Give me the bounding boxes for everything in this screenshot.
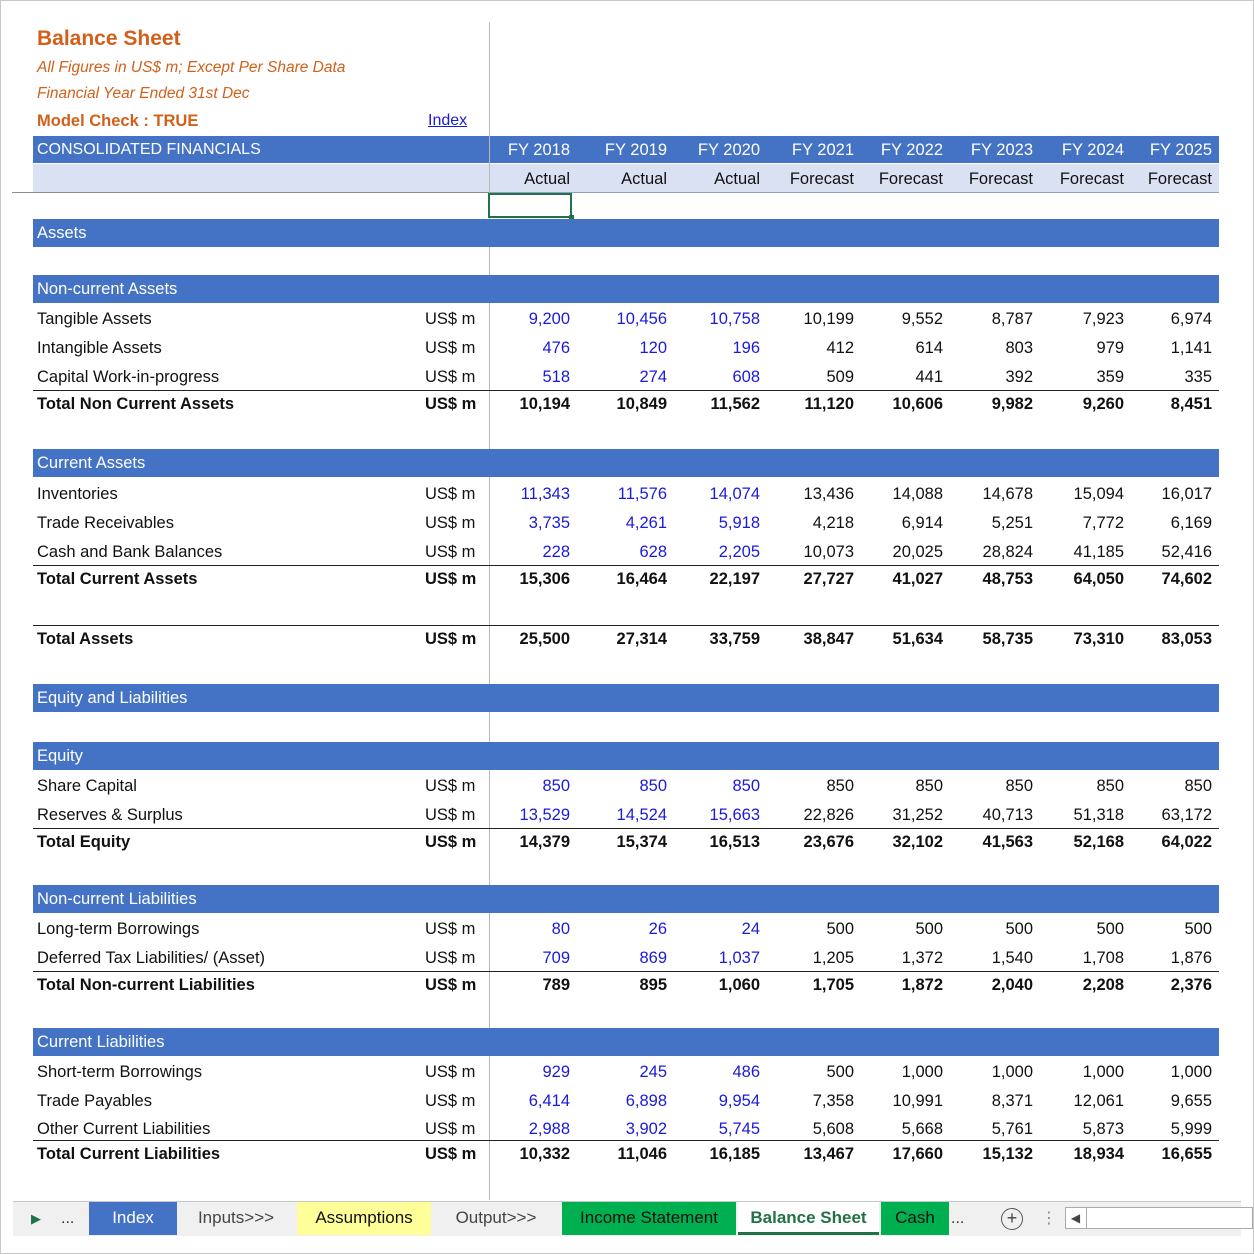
value-cell[interactable]: 6,169 — [1170, 514, 1212, 532]
value-cell[interactable]: 614 — [915, 339, 943, 357]
value-cell[interactable]: 64,050 — [1073, 570, 1124, 588]
section-label: Equity — [37, 747, 83, 765]
value-cell[interactable]: 14,379 — [519, 833, 570, 851]
row-unit[interactable]: US$ m — [425, 485, 476, 503]
value-cell[interactable]: 500 — [826, 920, 854, 938]
value-cell[interactable]: 9,982 — [991, 395, 1033, 413]
row-label[interactable]: Total Non-current Liabilities — [37, 976, 255, 994]
value-cell[interactable]: 20,025 — [892, 543, 943, 561]
value-cell[interactable]: 10,199 — [803, 310, 854, 328]
value-cell[interactable]: 80 — [551, 920, 570, 938]
total-row-total-nca — [33, 390, 1219, 418]
value-cell[interactable]: 2,208 — [1082, 976, 1124, 994]
value-cell[interactable]: 500 — [1096, 920, 1124, 938]
value-cell[interactable]: 608 — [732, 368, 760, 386]
value-cell[interactable]: 7,772 — [1082, 514, 1124, 532]
scroll-tabs-right-icon[interactable]: ▶ — [31, 1211, 41, 1226]
value-cell[interactable]: 31,252 — [892, 806, 943, 824]
consolidated-header: CONSOLIDATED FINANCIALS — [37, 141, 261, 158]
value-cell[interactable]: 17,660 — [892, 1145, 943, 1163]
row-unit[interactable]: US$ m — [425, 777, 476, 795]
row-unit[interactable]: US$ m — [425, 920, 476, 938]
section-header-current-liabilities — [33, 1028, 1219, 1056]
scroll-left-arrow-icon[interactable]: ◀ — [1065, 1207, 1087, 1229]
value-cell[interactable]: 10,606 — [892, 395, 943, 413]
year-header: FY 2022 — [880, 141, 943, 159]
row-unit[interactable]: US$ m — [425, 1063, 476, 1081]
value-cell[interactable]: 10,849 — [616, 395, 667, 413]
horizontal-scrollbar[interactable] — [1065, 1207, 1253, 1229]
value-cell[interactable]: 1,141 — [1170, 339, 1212, 357]
section-header-non-current-assets — [33, 275, 1219, 303]
status-header: Forecast — [1147, 170, 1212, 188]
value-cell[interactable]: 14,074 — [709, 485, 760, 503]
section-label: Non-current Liabilities — [37, 890, 197, 908]
value-cell[interactable]: 5,745 — [718, 1120, 760, 1138]
value-cell[interactable]: 1,872 — [901, 976, 943, 994]
value-cell[interactable]: 850 — [542, 777, 570, 795]
value-cell[interactable]: 850 — [1184, 777, 1212, 795]
value-cell[interactable]: 1,060 — [718, 976, 760, 994]
section-header-assets — [33, 219, 1219, 247]
sheet-tab-bar — [13, 1201, 1241, 1236]
value-cell[interactable]: 8,787 — [991, 310, 1033, 328]
table-row-cash — [33, 538, 1219, 566]
value-cell[interactable]: 979 — [1096, 339, 1124, 357]
year-header: FY 2020 — [697, 141, 760, 159]
row-unit[interactable]: US$ m — [425, 976, 477, 994]
value-cell[interactable]: 15,663 — [709, 806, 760, 824]
section-label: Assets — [37, 224, 87, 242]
value-cell[interactable]: 120 — [639, 339, 667, 357]
row-unit[interactable]: US$ m — [425, 1092, 476, 1110]
section-header-current-assets — [33, 449, 1219, 477]
row-label[interactable]: Trade Receivables — [37, 514, 174, 532]
value-cell[interactable]: 9,655 — [1170, 1092, 1212, 1110]
value-cell[interactable]: 1,205 — [812, 949, 854, 967]
value-cell[interactable]: 2,040 — [991, 976, 1033, 994]
value-cell[interactable]: 15,374 — [616, 833, 667, 851]
value-cell[interactable]: 32,102 — [892, 833, 943, 851]
value-cell[interactable]: 1,705 — [812, 976, 854, 994]
value-cell[interactable]: 5,999 — [1170, 1120, 1212, 1138]
value-cell[interactable]: 1,000 — [1082, 1063, 1124, 1081]
value-cell[interactable]: 10,194 — [519, 395, 570, 413]
tab-splitter-handle[interactable]: ⋮ — [1041, 1210, 1057, 1227]
value-cell[interactable]: 850 — [1005, 777, 1033, 795]
value-cell[interactable]: 15,094 — [1073, 485, 1124, 503]
table-row-cwip — [33, 363, 1219, 391]
selected-cell[interactable] — [488, 193, 572, 218]
value-cell[interactable]: 10,073 — [803, 543, 854, 561]
value-cell[interactable]: 2,376 — [1170, 976, 1212, 994]
tab-inputs[interactable]: Inputs>>> — [197, 1208, 275, 1227]
status-header: Actual — [524, 170, 570, 188]
row-unit[interactable]: US$ m — [425, 368, 476, 386]
total-row-total-ca — [33, 565, 1219, 593]
tab-assumptions[interactable]: Assumptions — [297, 1202, 431, 1235]
value-cell[interactable]: 13,467 — [803, 1145, 854, 1163]
status-header: Forecast — [878, 170, 943, 188]
value-cell[interactable]: 16,655 — [1161, 1145, 1212, 1163]
value-cell[interactable]: 5,873 — [1082, 1120, 1124, 1138]
value-cell[interactable]: 22,826 — [803, 806, 854, 824]
value-cell[interactable]: 15,306 — [519, 570, 570, 588]
row-unit[interactable]: US$ m — [425, 395, 477, 413]
year-header: FY 2019 — [604, 141, 667, 159]
value-cell[interactable]: 850 — [1096, 777, 1124, 795]
section-label: Equity and Liabilities — [37, 689, 188, 707]
value-cell[interactable]: 5,668 — [901, 1120, 943, 1138]
value-cell[interactable]: 228 — [542, 543, 570, 561]
section-header-equity — [33, 742, 1219, 770]
row-label[interactable]: Share Capital — [37, 777, 137, 795]
value-cell[interactable]: 803 — [1005, 339, 1033, 357]
header-separator — [12, 192, 490, 193]
value-cell[interactable]: 52,416 — [1161, 543, 1212, 561]
value-cell[interactable]: 3,735 — [528, 514, 570, 532]
value-cell[interactable]: 3,902 — [625, 1120, 667, 1138]
total-row-total-assets — [33, 625, 1219, 653]
value-cell[interactable]: 22,197 — [709, 570, 760, 588]
value-cell[interactable]: 8,371 — [991, 1092, 1033, 1110]
value-cell[interactable]: 58,735 — [982, 630, 1033, 648]
value-cell[interactable]: 441 — [915, 368, 943, 386]
row-unit[interactable]: US$ m — [425, 1145, 477, 1163]
value-cell[interactable]: 1,037 — [718, 949, 760, 967]
value-cell[interactable]: 709 — [542, 949, 570, 967]
value-cell[interactable]: 64,022 — [1161, 833, 1212, 851]
row-label[interactable]: Total Current Liabilities — [37, 1145, 221, 1163]
value-cell[interactable]: 33,759 — [709, 630, 760, 648]
value-cell[interactable]: 518 — [542, 368, 570, 386]
value-cell[interactable]: 4,261 — [625, 514, 667, 532]
value-cell[interactable]: 1,372 — [901, 949, 943, 967]
value-cell[interactable]: 52,168 — [1073, 833, 1124, 851]
value-cell[interactable]: 11,562 — [710, 395, 760, 413]
value-cell[interactable]: 8,451 — [1170, 395, 1212, 413]
tab-cash[interactable]: Cash — [881, 1202, 949, 1235]
status-header: Actual — [714, 170, 760, 188]
value-cell[interactable]: 48,753 — [982, 570, 1033, 588]
value-cell[interactable]: 23,676 — [803, 833, 854, 851]
value-cell[interactable]: 5,761 — [991, 1120, 1033, 1138]
tab-index[interactable]: Index — [89, 1202, 177, 1235]
total-row-total-cl — [33, 1140, 1219, 1168]
value-cell[interactable]: 628 — [639, 543, 667, 561]
value-cell[interactable]: 4,218 — [812, 514, 854, 532]
value-cell[interactable]: 73,310 — [1073, 630, 1124, 648]
table-row-receivables — [33, 509, 1219, 537]
value-cell[interactable]: 38,847 — [803, 630, 854, 648]
row-label[interactable]: Long-term Borrowings — [37, 920, 200, 938]
table-row-deferred-tax — [33, 944, 1219, 972]
value-cell[interactable]: 16,464 — [616, 570, 667, 588]
status-header: Forecast — [789, 170, 854, 188]
value-cell[interactable]: 51,318 — [1073, 806, 1124, 824]
year-header: FY 2025 — [1149, 141, 1212, 159]
value-cell[interactable]: 12,061 — [1073, 1092, 1124, 1110]
row-label[interactable]: Reserves & Surplus — [37, 806, 183, 824]
value-cell[interactable]: 1,000 — [1170, 1063, 1212, 1081]
value-cell[interactable]: 1,000 — [901, 1063, 943, 1081]
table-row-share-capital — [33, 772, 1219, 800]
model-check: Model Check : TRUE — [37, 112, 199, 130]
value-cell[interactable]: 5,251 — [991, 514, 1033, 532]
value-cell[interactable]: 850 — [639, 777, 667, 795]
value-cell[interactable]: 15,132 — [982, 1145, 1033, 1163]
value-cell[interactable]: 14,678 — [982, 485, 1033, 503]
value-cell[interactable]: 2,205 — [718, 543, 760, 561]
value-cell[interactable]: 41,563 — [982, 833, 1033, 851]
value-cell[interactable]: 51,634 — [892, 630, 943, 648]
value-cell[interactable]: 41,185 — [1073, 543, 1124, 561]
value-cell[interactable]: 14,088 — [892, 485, 943, 503]
total-row-total-ncl — [33, 971, 1219, 999]
value-cell[interactable]: 359 — [1096, 368, 1124, 386]
table-row-reserves — [33, 801, 1219, 829]
year-header: FY 2021 — [791, 141, 854, 159]
row-label[interactable]: Total Current Assets — [37, 570, 198, 588]
value-cell[interactable]: 11,046 — [617, 1145, 667, 1163]
value-cell[interactable]: 850 — [915, 777, 943, 795]
value-cell[interactable]: 509 — [826, 368, 854, 386]
value-cell[interactable]: 274 — [639, 368, 667, 386]
table-row-other-cl — [33, 1115, 1219, 1143]
value-cell[interactable]: 245 — [639, 1063, 667, 1081]
status-header: Forecast — [968, 170, 1033, 188]
sheet-subtitle-units: All Figures in US$ m; Except Per Share Data — [37, 59, 346, 76]
row-label[interactable]: Deferred Tax Liabilities/ (Asset) — [37, 949, 266, 967]
row-unit[interactable]: US$ m — [425, 543, 476, 561]
value-cell[interactable]: 500 — [1184, 920, 1212, 938]
value-cell[interactable]: 6,914 — [901, 514, 943, 532]
value-cell[interactable]: 26 — [648, 920, 667, 938]
value-cell[interactable]: 6,414 — [528, 1092, 570, 1110]
section-label: Current Liabilities — [37, 1033, 165, 1051]
sheet-title: Balance Sheet — [37, 27, 181, 50]
value-cell[interactable]: 5,608 — [812, 1120, 854, 1138]
value-cell[interactable]: 335 — [1184, 368, 1212, 386]
value-cell[interactable]: 476 — [542, 339, 570, 357]
value-cell[interactable]: 10,991 — [892, 1092, 943, 1110]
value-cell[interactable]: 63,172 — [1161, 806, 1212, 824]
value-cell[interactable]: 18,934 — [1073, 1145, 1124, 1163]
value-cell[interactable]: 6,898 — [625, 1092, 667, 1110]
value-cell[interactable]: 789 — [542, 976, 570, 994]
row-unit[interactable]: US$ m — [425, 949, 476, 967]
value-cell[interactable]: 850 — [732, 777, 760, 795]
value-cell[interactable]: 41,027 — [892, 570, 943, 588]
value-cell[interactable]: 5,918 — [718, 514, 760, 532]
status-header: Actual — [621, 170, 667, 188]
value-cell[interactable]: 9,552 — [901, 310, 943, 328]
value-cell[interactable]: 13,436 — [803, 485, 854, 503]
tab-income-statement[interactable]: Income Statement — [562, 1202, 736, 1235]
year-header: FY 2018 — [507, 141, 570, 159]
value-cell[interactable]: 16,513 — [709, 833, 760, 851]
row-unit[interactable]: US$ m — [425, 630, 477, 648]
value-cell[interactable]: 7,358 — [812, 1092, 854, 1110]
value-cell[interactable]: 28,824 — [982, 543, 1033, 561]
row-label[interactable]: Total Assets — [37, 630, 134, 648]
value-cell[interactable]: 14,524 — [616, 806, 667, 824]
year-header: FY 2023 — [970, 141, 1033, 159]
value-cell[interactable]: 11,343 — [520, 485, 570, 503]
row-label[interactable]: Other Current Liabilities — [37, 1120, 211, 1138]
value-cell[interactable]: 500 — [915, 920, 943, 938]
value-cell[interactable]: 10,456 — [616, 310, 667, 328]
value-cell[interactable]: 11,576 — [617, 485, 667, 503]
row-label[interactable]: Trade Payables — [37, 1092, 152, 1110]
value-cell[interactable]: 929 — [542, 1063, 570, 1081]
row-label[interactable]: Short-term Borrowings — [37, 1063, 203, 1081]
status-header: Forecast — [1059, 170, 1124, 188]
value-cell[interactable]: 486 — [732, 1063, 760, 1081]
value-cell[interactable]: 25,500 — [519, 630, 570, 648]
value-cell[interactable]: 895 — [639, 976, 667, 994]
index-link[interactable]: Index — [428, 112, 468, 129]
value-cell[interactable]: 1,708 — [1082, 949, 1124, 967]
value-cell[interactable]: 1,876 — [1170, 949, 1212, 967]
value-cell[interactable]: 16,017 — [1161, 485, 1212, 503]
total-row-total-equity — [33, 828, 1219, 856]
value-cell[interactable]: 10,758 — [709, 310, 760, 328]
year-header: FY 2024 — [1061, 141, 1124, 159]
row-label[interactable]: Cash and Bank Balances — [37, 543, 223, 561]
value-cell[interactable]: 7,923 — [1082, 310, 1124, 328]
row-label[interactable]: Tangible Assets — [37, 310, 152, 328]
value-cell[interactable]: 27,727 — [803, 570, 854, 588]
table-row-intangible — [33, 334, 1219, 362]
value-cell[interactable]: 392 — [1005, 368, 1033, 386]
table-row-payables — [33, 1087, 1219, 1115]
row-label[interactable]: Total Equity — [37, 833, 131, 851]
value-cell[interactable]: 412 — [826, 339, 854, 357]
value-cell[interactable]: 24 — [741, 920, 760, 938]
section-header-non-current-liabilities — [33, 885, 1219, 913]
value-cell[interactable]: 9,260 — [1082, 395, 1124, 413]
value-cell[interactable]: 1,540 — [991, 949, 1033, 967]
value-cell[interactable]: 2,988 — [528, 1120, 570, 1138]
section-label: Non-current Assets — [37, 280, 178, 298]
row-label[interactable]: Capital Work-in-progress — [37, 368, 220, 386]
value-cell[interactable]: 500 — [826, 1063, 854, 1081]
row-unit[interactable]: US$ m — [425, 570, 477, 588]
row-label[interactable]: Total Non Current Assets — [37, 395, 235, 413]
table-row-inventories — [33, 480, 1219, 508]
value-cell[interactable]: 850 — [826, 777, 854, 795]
value-cell[interactable]: 83,053 — [1161, 630, 1212, 648]
value-cell[interactable]: 196 — [732, 339, 760, 357]
tab-balance-sheet[interactable]: Balance Sheet — [738, 1202, 879, 1235]
row-unit[interactable]: US$ m — [425, 339, 476, 357]
value-cell[interactable]: 11,120 — [804, 395, 854, 413]
value-cell[interactable]: 16,185 — [709, 1145, 760, 1163]
table-row-tangible — [33, 305, 1219, 333]
value-cell[interactable]: 869 — [639, 949, 667, 967]
tab-output[interactable]: Output>>> — [455, 1208, 537, 1227]
row-unit[interactable]: US$ m — [425, 310, 476, 328]
section-header-equity-liabilities — [33, 684, 1219, 712]
sheet-subtitle-year: Financial Year Ended 31st Dec — [37, 85, 250, 102]
value-cell[interactable]: 6,974 — [1170, 310, 1212, 328]
row-unit[interactable]: US$ m — [425, 833, 477, 851]
value-cell[interactable]: 10,332 — [519, 1145, 570, 1163]
row-unit[interactable]: US$ m — [425, 514, 476, 532]
value-cell[interactable]: 9,200 — [528, 310, 570, 328]
value-cell[interactable]: 27,314 — [616, 630, 667, 648]
value-cell[interactable]: 13,529 — [519, 806, 570, 824]
add-sheet-icon[interactable]: + — [1001, 1208, 1023, 1230]
tabs-ellipsis-right[interactable]: ... — [951, 1210, 965, 1227]
row-label[interactable]: Inventories — [37, 485, 118, 503]
value-cell[interactable]: 9,954 — [718, 1092, 760, 1110]
row-label[interactable]: Intangible Assets — [37, 339, 162, 357]
table-row-lt-borrowings — [33, 915, 1219, 943]
section-label: Current Assets — [37, 454, 146, 472]
row-unit[interactable]: US$ m — [425, 1120, 476, 1138]
table-row-st-borrowings — [33, 1058, 1219, 1086]
value-cell[interactable]: 500 — [1005, 920, 1033, 938]
value-cell[interactable]: 40,713 — [982, 806, 1033, 824]
value-cell[interactable]: 1,000 — [991, 1063, 1033, 1081]
row-unit[interactable]: US$ m — [425, 806, 476, 824]
tabs-ellipsis-left[interactable]: ... — [61, 1210, 75, 1227]
value-cell[interactable]: 74,602 — [1161, 570, 1212, 588]
